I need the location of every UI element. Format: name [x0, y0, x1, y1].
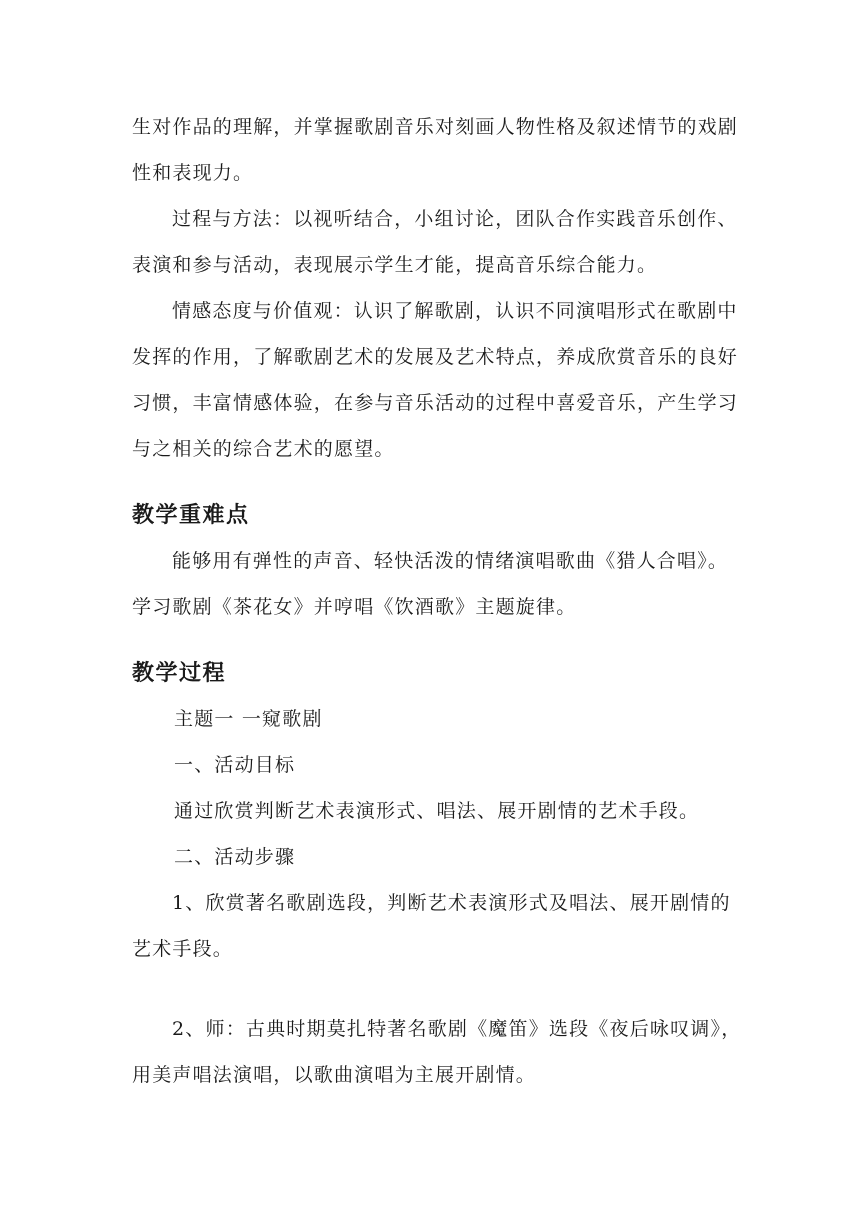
activity-goal-text: 通过欣赏判断艺术表演形式、唱法、展开剧情的艺术手段。	[174, 800, 700, 822]
heading-teaching-process: 教学过程	[132, 660, 227, 686]
step-two-paragraph	[132, 1006, 742, 1098]
intro-paragraph	[132, 104, 739, 196]
emotion-values-paragraph	[132, 288, 739, 472]
text-line: 学习歌剧《茶花女》并哼唱《饮酒歌》主题旋律。	[132, 596, 577, 618]
process-method-paragraph	[132, 196, 738, 288]
activity-steps-heading: 二、活动步骤	[174, 846, 296, 868]
text-line: 表演和参与活动，表现展示学生才能，提高音乐综合能力。	[132, 254, 658, 276]
document-body	[132, 104, 742, 1098]
text-line: 艺术手段。	[132, 938, 234, 960]
text-line: 生对作品的理解，并掌握歌剧音乐对刻画人物性格及叙述情节的戏剧	[132, 116, 739, 138]
text-line: 能够用有弹性的声音、轻快活泼的情绪演唱歌曲《猎人合唱》。	[172, 550, 729, 572]
heading-key-points: 教学重难点	[132, 502, 250, 528]
text-line: 用美声唱法演唱，以歌曲演唱为主展开剧情。	[132, 1064, 537, 1086]
text-line: 过程与方法：以视听结合，小组讨论，团队合作实践音乐创作、	[172, 208, 738, 230]
text-line: 发挥的作用，了解歌剧艺术的发展及艺术特点，养成欣赏音乐的良好	[132, 346, 739, 368]
text-line: 与之相关的综合艺术的愿望。	[132, 438, 395, 460]
text-line: 1、欣赏著名歌剧选段，判断艺术表演形式及唱法、展开剧情的	[172, 892, 731, 914]
activity-goal-heading: 一、活动目标	[174, 754, 296, 776]
theme-one-title: 主题一 一窥歌剧	[174, 708, 323, 730]
blank-space	[132, 972, 732, 1006]
text-line: 2、师：古典时期莫扎特著名歌剧《魔笛》选段《夜后咏叹调》，	[172, 1018, 742, 1040]
key-points-paragraph	[132, 538, 732, 630]
step-one-paragraph	[132, 880, 732, 972]
text-line: 情感态度与价值观：认识了解歌剧，认识不同演唱形式在歌剧中	[172, 300, 738, 322]
text-line: 性和表现力。	[132, 162, 254, 184]
text-line: 习惯，丰富情感体验，在参与音乐活动的过程中喜爱音乐，产生学习	[132, 392, 739, 414]
